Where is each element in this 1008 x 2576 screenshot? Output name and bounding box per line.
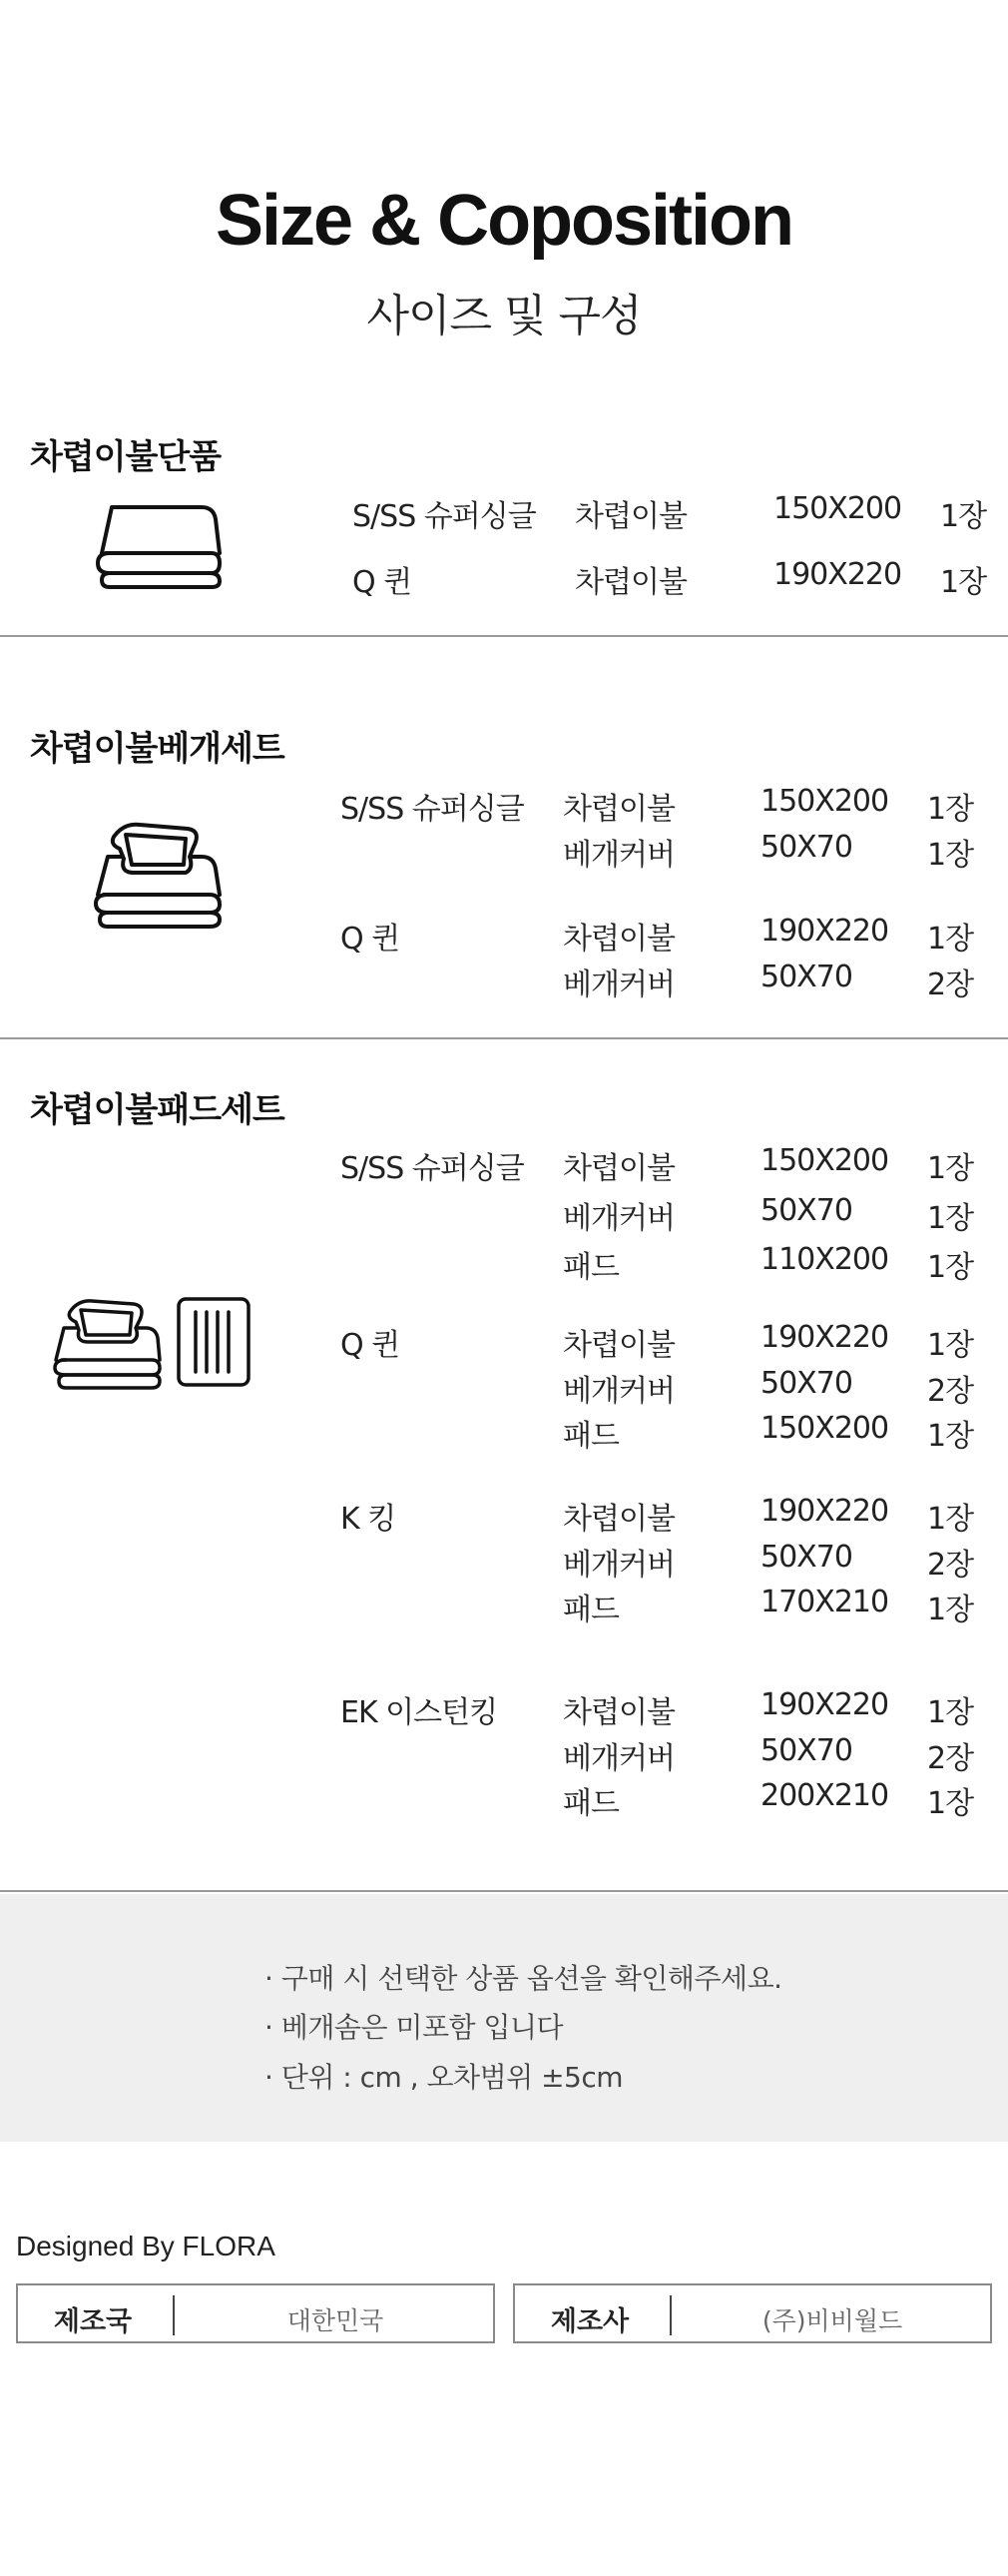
quantity-value: 1장: [927, 838, 974, 873]
item-label: 차렵이불: [563, 1695, 675, 1730]
item-label: 차렵이불: [575, 565, 687, 600]
dimension-value: 190X220: [760, 1687, 889, 1722]
size-label: Q 퀸: [340, 922, 400, 957]
dimension-value: 150X200: [760, 1411, 889, 1446]
dimension-value: 150X200: [773, 491, 902, 526]
size-label: S/SS 슈퍼싱글: [340, 792, 524, 827]
dimension-value: 50X70: [760, 1366, 852, 1401]
blanket-with-pillow-icon: [50, 1294, 162, 1390]
quantity-value: 1장: [940, 565, 987, 600]
item-label: 패드: [563, 1250, 619, 1285]
divider-line: [670, 2295, 672, 2335]
item-label: 베개커버: [563, 838, 675, 873]
note-item: · 구매 시 선택한 상품 옵션을 확인해주세요.: [264, 1962, 782, 1995]
folded-blanket-icon: [92, 499, 222, 591]
item-label: 베개커버: [563, 1374, 675, 1409]
quantity-value: 1장: [927, 1695, 974, 1730]
page-title: Size & Coposition: [216, 181, 792, 261]
item-label: 차렵이불: [563, 922, 675, 957]
item-label: 차렵이불: [563, 1502, 675, 1537]
dimension-value: 190X220: [760, 1494, 889, 1529]
section-divider: [0, 1037, 1008, 1039]
item-label: 베개커버: [563, 967, 675, 1002]
quantity-value: 1장: [927, 1328, 974, 1363]
notes-panel: [0, 1894, 1008, 2142]
item-label: 베개커버: [563, 1741, 675, 1776]
quantity-value: 2장: [927, 1548, 974, 1583]
dimension-value: 190X220: [773, 557, 902, 592]
dimension-value: 150X200: [760, 1143, 889, 1178]
quantity-value: 2장: [927, 967, 974, 1002]
section-title-pad-set: 차렵이불패드세트: [30, 1090, 284, 1130]
quantity-value: 1장: [927, 1201, 974, 1236]
section-title-single: 차렵이불단품: [30, 437, 222, 477]
quantity-value: 1장: [927, 1502, 974, 1537]
section-title-pillow-set: 차렵이불베개세트: [30, 729, 284, 769]
country-label: 제조국: [53, 2306, 133, 2337]
quantity-value: 2장: [927, 1741, 974, 1776]
dimension-value: 150X200: [760, 784, 889, 819]
dimension-value: 190X220: [760, 914, 889, 949]
quantity-value: 1장: [927, 1419, 974, 1454]
manufacturer-label: 제조사: [550, 2306, 630, 2337]
dimension-value: 50X70: [760, 1540, 852, 1575]
item-label: 차렵이불: [563, 792, 675, 827]
size-label: K 킹: [340, 1502, 396, 1537]
manufacturer-value: (주)비비월드: [761, 2306, 903, 2335]
designed-by: Designed By FLORA: [16, 2231, 275, 2261]
item-label: 차렵이불: [563, 1328, 675, 1363]
item-label: 패드: [563, 1419, 619, 1454]
dimension-value: 50X70: [760, 960, 852, 994]
quantity-value: 1장: [940, 499, 987, 534]
item-label: 패드: [563, 1786, 619, 1821]
dimension-value: 50X70: [760, 1733, 852, 1768]
item-label: 차렵이불: [575, 499, 687, 534]
quantity-value: 1장: [927, 1786, 974, 1821]
section-divider: [0, 635, 1008, 637]
dimension-value: 50X70: [760, 830, 852, 865]
item-label: 패드: [563, 1593, 619, 1627]
size-label: Q 퀸: [340, 1328, 400, 1363]
item-label: 차렵이불: [563, 1151, 675, 1186]
quantity-value: 1장: [927, 1250, 974, 1285]
quantity-value: 1장: [927, 922, 974, 957]
divider-line: [173, 2295, 175, 2335]
dimension-value: 190X220: [760, 1320, 889, 1355]
item-label: 베개커버: [563, 1201, 675, 1236]
page-subtitle: 사이즈 및 구성: [366, 291, 642, 341]
note-item: · 베개솜은 미포함 입니다: [264, 2011, 564, 2044]
mattress-pad-icon: [176, 1296, 252, 1388]
dimension-value: 170X210: [760, 1585, 889, 1619]
size-label: Q 퀸: [352, 565, 412, 600]
blanket-with-pillow-icon: [90, 817, 222, 929]
country-of-origin-box: [16, 2283, 495, 2343]
dimension-value: 200X210: [760, 1778, 889, 1813]
item-label: 베개커버: [563, 1548, 675, 1583]
size-label: S/SS 슈퍼싱글: [352, 499, 536, 534]
quantity-value: 1장: [927, 1593, 974, 1627]
quantity-value: 2장: [927, 1374, 974, 1409]
country-value: 대한민국: [286, 2306, 384, 2335]
section-divider: [0, 1890, 1008, 1892]
size-label: S/SS 슈퍼싱글: [340, 1151, 524, 1186]
size-label: EK 이스턴킹: [340, 1695, 498, 1730]
quantity-value: 1장: [927, 1151, 974, 1186]
dimension-value: 110X200: [760, 1242, 889, 1277]
dimension-value: 50X70: [760, 1193, 852, 1228]
quantity-value: 1장: [927, 792, 974, 827]
manufacturer-box: [513, 2283, 992, 2343]
note-item: · 단위 : cm , 오차범위 ±5cm: [264, 2061, 624, 2094]
